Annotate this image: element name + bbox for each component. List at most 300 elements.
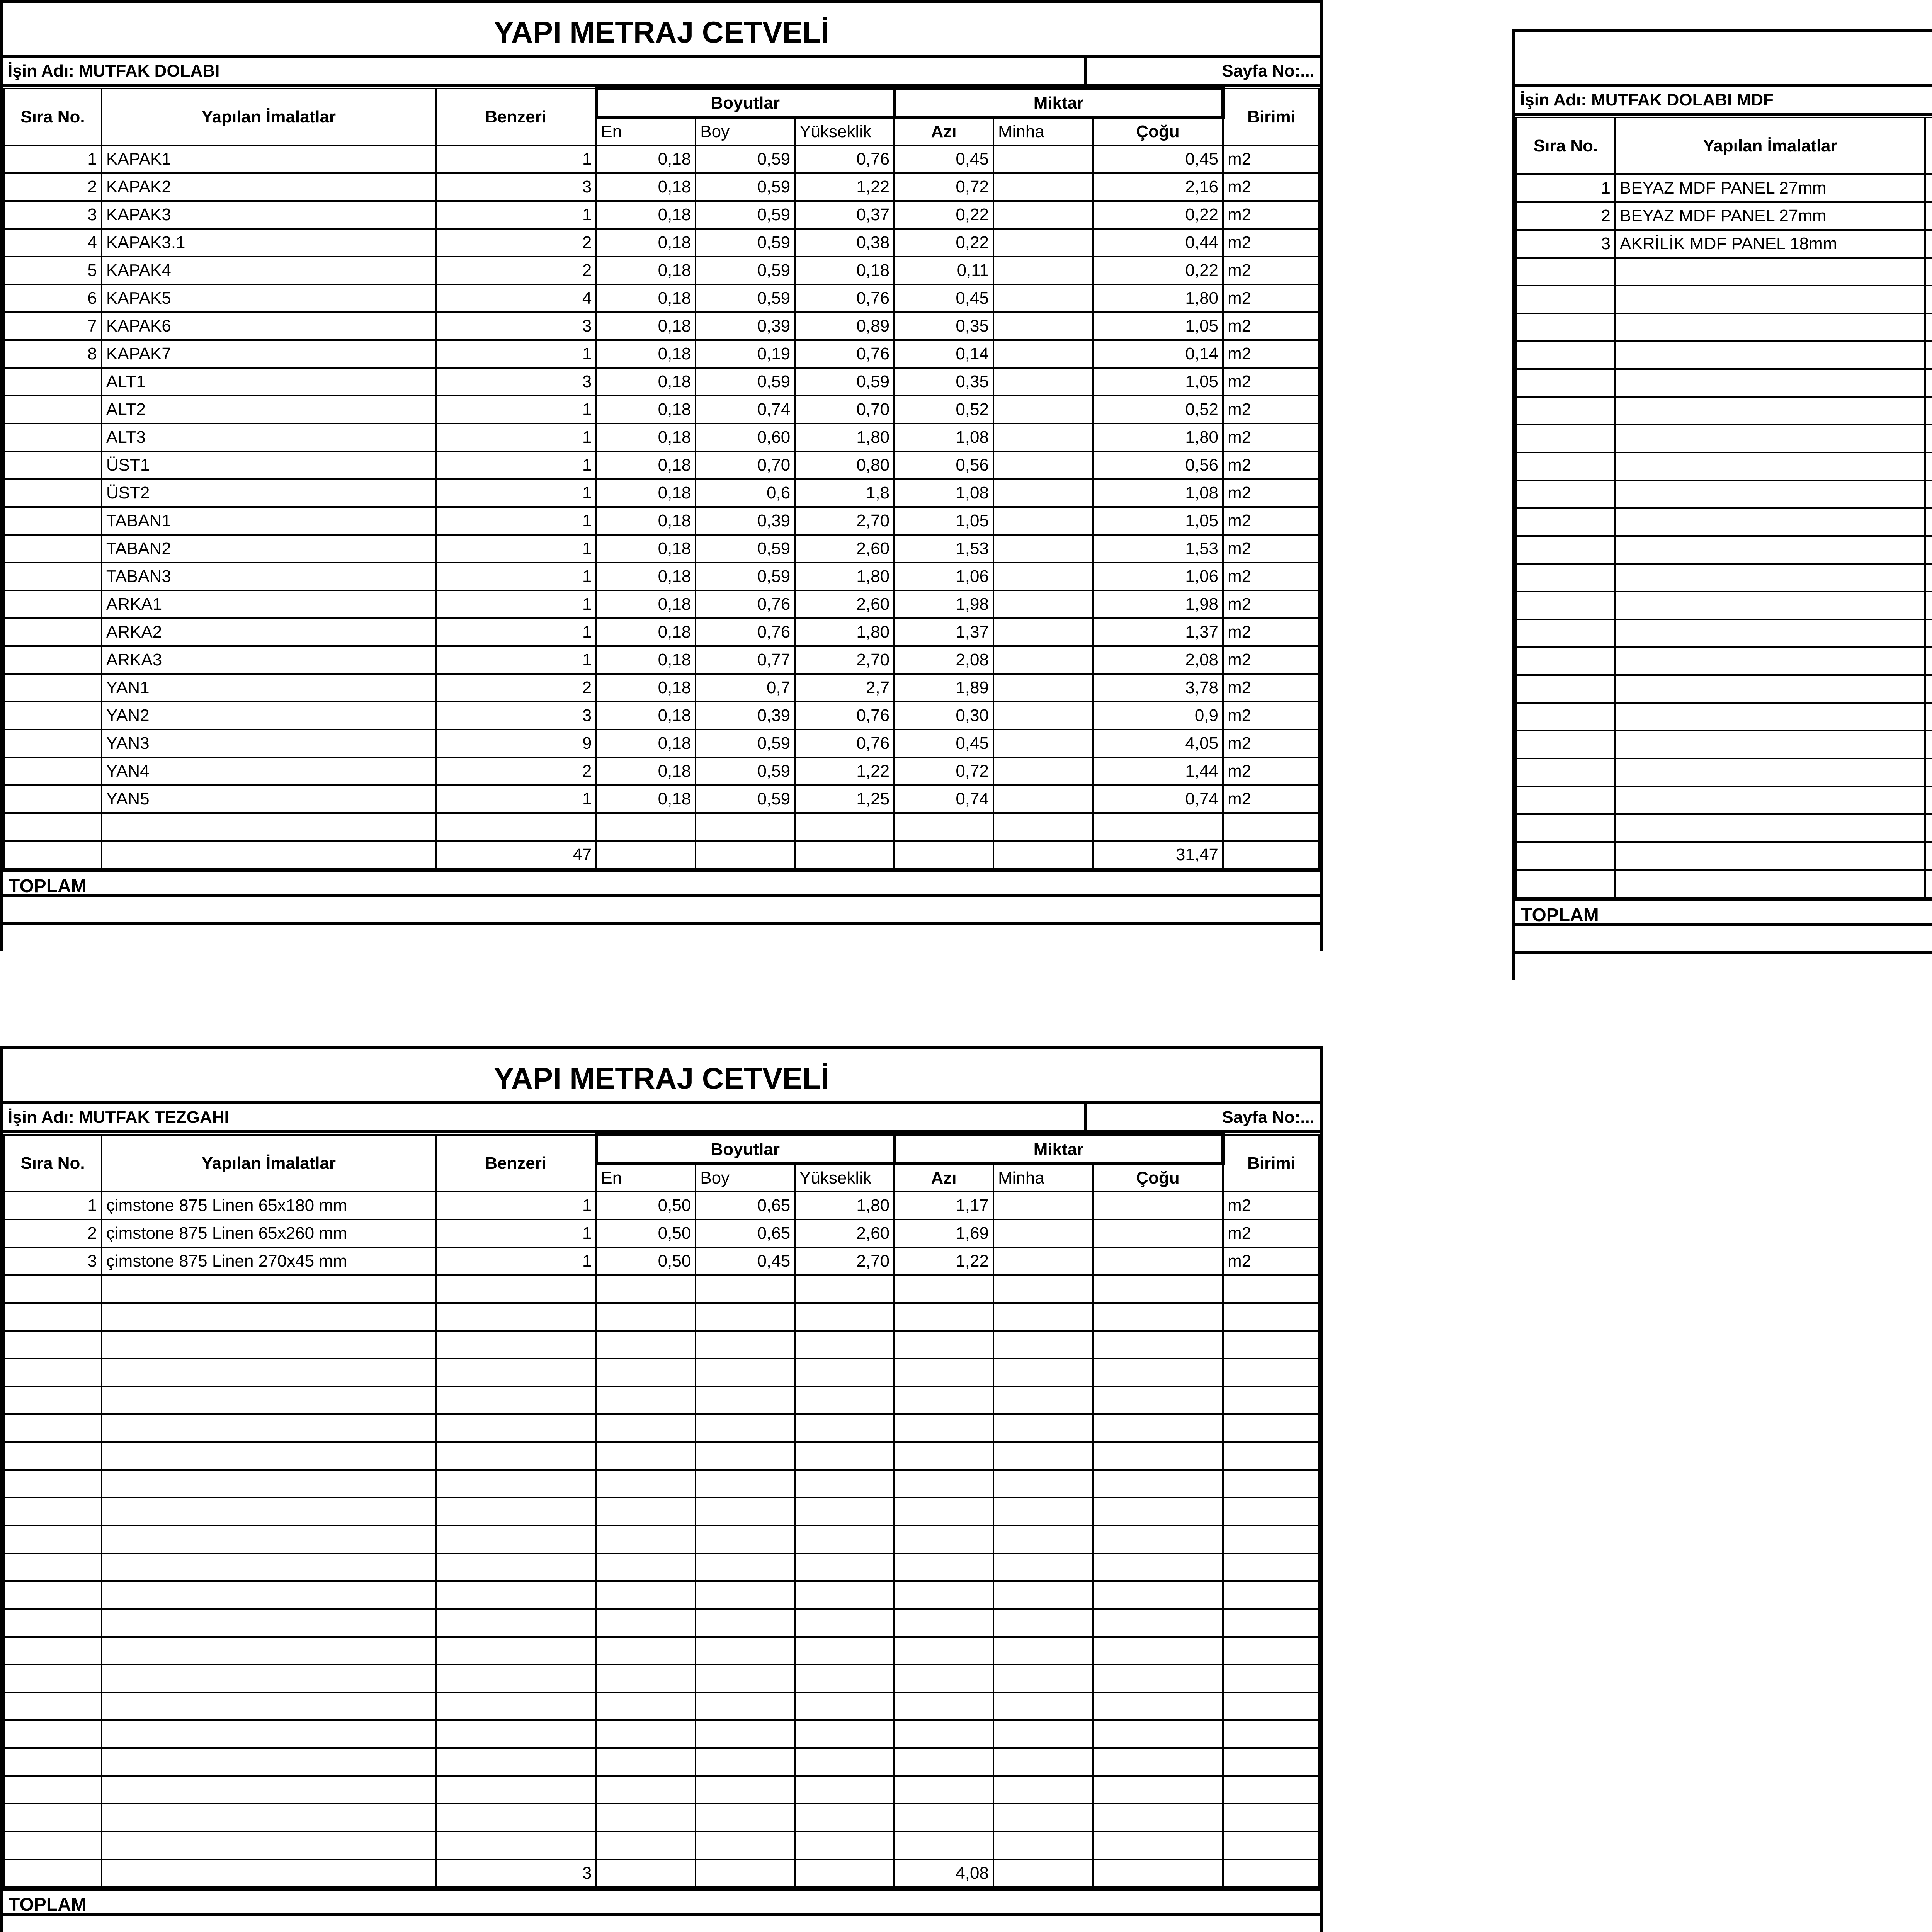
cell-en — [596, 1553, 696, 1581]
cell-yukseklik — [795, 1331, 894, 1359]
cell-cogu — [1093, 1776, 1223, 1804]
cell-benzeri — [436, 1692, 596, 1720]
cell-benzeri: 1 — [436, 1192, 596, 1219]
cell-sira-no — [1516, 786, 1615, 814]
cell-birimi: m2 — [1223, 646, 1319, 674]
cell-benzeri — [1925, 759, 1932, 786]
cell-imalat: çimstone 875 Linen 270x45 mm — [102, 1247, 436, 1275]
cell-sira-no — [1516, 480, 1615, 508]
cell-yukseklik: 0,76 — [795, 702, 894, 730]
cell-imalat — [102, 1275, 436, 1303]
cell-sira-no — [4, 757, 102, 785]
cell-en: 0,18 — [596, 563, 696, 590]
cell-birimi: m2 — [1223, 340, 1319, 368]
cell-cogu — [1093, 1637, 1223, 1665]
cell-azi — [894, 1442, 993, 1470]
cell-yukseklik — [795, 1776, 894, 1804]
sheet-title: YAPI METRAJ CETVELİ — [3, 0, 1320, 58]
table-row — [4, 507, 1319, 535]
cell-benzeri — [1925, 174, 1932, 202]
cell-sira-no — [4, 451, 102, 479]
cell-boy: 0,74 — [696, 396, 795, 423]
cell-boy: 0,59 — [696, 284, 795, 312]
cell-cogu: 1,44 — [1093, 757, 1223, 785]
cell-azi — [894, 1637, 993, 1665]
cell-benzeri — [436, 813, 596, 841]
cell-birimi — [1223, 1748, 1319, 1776]
cell-birimi: m2 — [1223, 423, 1319, 451]
cell-benzeri — [1925, 313, 1932, 341]
cell-yukseklik — [795, 1526, 894, 1553]
cell-sira-no — [4, 423, 102, 451]
cell-imalat: KAPAK2 — [102, 173, 436, 201]
cell-yukseklik — [795, 1442, 894, 1470]
cell-sira-no: 5 — [4, 257, 102, 284]
cell-birimi: m2 — [1223, 368, 1319, 396]
cell-minha — [993, 145, 1093, 173]
cell-yukseklik: 2,60 — [795, 590, 894, 618]
cell-yukseklik: 0,70 — [795, 396, 894, 423]
table-row — [1516, 870, 1932, 898]
cell-cogu — [1093, 1859, 1223, 1887]
cell-minha — [993, 646, 1093, 674]
cell-imalat: KAPAK3 — [102, 201, 436, 229]
cell-en — [596, 1303, 696, 1331]
cell-en: 0,18 — [596, 423, 696, 451]
cell-benzeri — [436, 1748, 596, 1776]
cell-birimi — [1223, 1442, 1319, 1470]
cell-minha — [993, 1776, 1093, 1804]
cell-yukseklik — [795, 1553, 894, 1581]
cell-yukseklik — [795, 1470, 894, 1498]
cell-en — [596, 1386, 696, 1414]
table-row — [4, 1414, 1319, 1442]
cell-imalat — [1615, 592, 1925, 619]
table-row — [4, 257, 1319, 284]
cell-azi — [894, 1359, 993, 1386]
cell-cogu: 1,80 — [1093, 423, 1223, 451]
cell-birimi — [1223, 1275, 1319, 1303]
cell-en — [596, 1275, 696, 1303]
cell-en — [596, 1832, 696, 1859]
cell-imalat: ARKA3 — [102, 646, 436, 674]
table-row — [1516, 759, 1932, 786]
cell-birimi: m2 — [1223, 1247, 1319, 1275]
cell-minha — [993, 702, 1093, 730]
cell-yukseklik — [795, 1386, 894, 1414]
blank-row — [1515, 954, 1932, 980]
cell-boy: 0,39 — [696, 702, 795, 730]
cell-boy — [696, 1498, 795, 1526]
cell-imalat — [102, 1832, 436, 1859]
cell-imalat: ARKA1 — [102, 590, 436, 618]
cell-en — [596, 1720, 696, 1748]
page-number: Sayfa No:... — [1222, 1108, 1315, 1127]
cell-benzeri — [436, 1665, 596, 1692]
table-row — [4, 563, 1319, 590]
cell-birimi: m2 — [1223, 535, 1319, 563]
cell-en: 0,18 — [596, 730, 696, 757]
cell-en — [596, 1581, 696, 1609]
cell-benzeri: 9 — [436, 730, 596, 757]
cell-sira-no — [4, 1581, 102, 1609]
table-row — [4, 479, 1319, 507]
cell-azi: 1,17 — [894, 1192, 993, 1219]
cell-benzeri — [1925, 703, 1932, 731]
cell-sira-no — [4, 1498, 102, 1526]
cell-benzeri — [1925, 564, 1932, 592]
cell-cogu — [1093, 1553, 1223, 1581]
cell-en: 0,18 — [596, 785, 696, 813]
cell-azi: 1,22 — [894, 1247, 993, 1275]
cell-imalat — [102, 1526, 436, 1553]
cell-benzeri: 1 — [436, 507, 596, 535]
cell-boy: 0,59 — [696, 785, 795, 813]
table-row — [1516, 619, 1932, 647]
cell-boy: 0,59 — [696, 173, 795, 201]
cell-sira-no — [4, 1331, 102, 1359]
cell-imalat — [102, 1776, 436, 1804]
cell-yukseklik — [795, 1804, 894, 1832]
cell-yukseklik: 1,22 — [795, 757, 894, 785]
header-sira-no: Sıra No. — [4, 88, 102, 145]
cell-birimi: m2 — [1223, 618, 1319, 646]
cell-cogu — [1093, 1359, 1223, 1386]
sheet-title — [1515, 29, 1932, 87]
blank-row — [3, 897, 1320, 925]
table-row — [4, 368, 1319, 396]
table-row — [1516, 536, 1932, 564]
table-row — [4, 1526, 1319, 1553]
table-row — [4, 1442, 1319, 1470]
cell-benzeri — [1925, 230, 1932, 258]
cell-minha — [993, 590, 1093, 618]
cell-en — [596, 813, 696, 841]
cell-imalat: TABAN3 — [102, 563, 436, 590]
cell-en: 0,18 — [596, 590, 696, 618]
cell-cogu — [1093, 1442, 1223, 1470]
cell-sira-no — [1516, 842, 1615, 870]
cell-cogu: 0,45 — [1093, 145, 1223, 173]
cell-sira-no — [4, 1859, 102, 1887]
cell-benzeri: 1 — [436, 396, 596, 423]
cell-en — [596, 1859, 696, 1887]
table-row — [4, 423, 1319, 451]
cell-imalat — [102, 1414, 436, 1442]
cell-birimi: m2 — [1223, 229, 1319, 257]
cell-boy — [696, 1553, 795, 1581]
cell-sira-no: 3 — [1516, 230, 1615, 258]
blank-row — [1515, 926, 1932, 954]
cell-yukseklik — [795, 1637, 894, 1665]
table-row — [4, 1859, 1319, 1887]
cell-azi: 0,11 — [894, 257, 993, 284]
cell-azi — [894, 1609, 993, 1637]
cell-en — [596, 1331, 696, 1359]
cell-sira-no — [4, 618, 102, 646]
cell-en: 0,50 — [596, 1247, 696, 1275]
cell-azi — [894, 1414, 993, 1442]
cell-benzeri — [436, 1275, 596, 1303]
cell-yukseklik: 1,25 — [795, 785, 894, 813]
cell-boy — [696, 1637, 795, 1665]
cell-benzeri — [1925, 842, 1932, 870]
cell-cogu — [1093, 1470, 1223, 1498]
cell-boy — [696, 1581, 795, 1609]
cell-yukseklik — [795, 1581, 894, 1609]
cell-birimi: m2 — [1223, 1219, 1319, 1247]
cell-imalat — [1615, 508, 1925, 536]
table-row — [4, 1275, 1319, 1303]
cell-yukseklik: 2,70 — [795, 646, 894, 674]
cell-benzeri — [1925, 341, 1932, 369]
cell-sira-no — [4, 1303, 102, 1331]
cell-boy — [696, 1526, 795, 1553]
metraj-table — [1515, 116, 1932, 898]
cell-birimi: m2 — [1223, 785, 1319, 813]
cell-sira-no — [4, 1665, 102, 1692]
cell-imalat — [1615, 675, 1925, 703]
cell-minha — [993, 173, 1093, 201]
cell-cogu: 4,05 — [1093, 730, 1223, 757]
cell-yukseklik: 1,80 — [795, 563, 894, 590]
cell-imalat — [1615, 759, 1925, 786]
cell-benzeri — [1925, 786, 1932, 814]
table-row — [1516, 647, 1932, 675]
cell-birimi: m2 — [1223, 702, 1319, 730]
table-row — [4, 1776, 1319, 1804]
cell-imalat — [102, 1748, 436, 1776]
cell-minha — [993, 257, 1093, 284]
cell-en: 0,50 — [596, 1192, 696, 1219]
header-yapilan-imalatlar: Yapılan İmalatlar — [102, 88, 436, 145]
header-boy: Boy — [696, 117, 795, 145]
cell-sira-no: 3 — [4, 201, 102, 229]
cell-birimi: m2 — [1223, 1192, 1319, 1219]
cell-yukseklik: 2,60 — [795, 1219, 894, 1247]
header-sira-no: Sıra No. — [4, 1135, 102, 1192]
cell-minha — [993, 507, 1093, 535]
cell-imalat — [1615, 452, 1925, 480]
cell-minha — [993, 1553, 1093, 1581]
cell-birimi — [1223, 813, 1319, 841]
cell-benzeri — [436, 1498, 596, 1526]
cell-benzeri — [1925, 258, 1932, 286]
table-row — [4, 1498, 1319, 1526]
cell-birimi: m2 — [1223, 479, 1319, 507]
cell-imalat: YAN4 — [102, 757, 436, 785]
cell-benzeri — [436, 1331, 596, 1359]
cell-imalat — [1615, 536, 1925, 564]
cell-en — [596, 1470, 696, 1498]
cell-sira-no — [1516, 397, 1615, 425]
cell-azi — [894, 1692, 993, 1720]
cell-cogu: 1,05 — [1093, 368, 1223, 396]
cell-minha — [993, 1804, 1093, 1832]
cell-minha — [993, 423, 1093, 451]
cell-birimi: m2 — [1223, 757, 1319, 785]
cell-imalat — [102, 1331, 436, 1359]
cell-en — [596, 1637, 696, 1665]
cell-boy — [696, 1331, 795, 1359]
cell-minha — [993, 1414, 1093, 1442]
table-row — [1516, 341, 1932, 369]
cell-yukseklik: 0,76 — [795, 284, 894, 312]
cell-benzeri — [436, 1359, 596, 1386]
cell-birimi — [1223, 1832, 1319, 1859]
cell-sira-no — [4, 785, 102, 813]
cell-sira-no — [4, 1748, 102, 1776]
cell-azi: 0,35 — [894, 312, 993, 340]
cell-imalat: BEYAZ MDF PANEL 27mm — [1615, 174, 1925, 202]
table-row — [1516, 564, 1932, 592]
cell-benzeri: 2 — [436, 674, 596, 702]
cell-benzeri: 1 — [436, 1247, 596, 1275]
cell-en — [596, 1442, 696, 1470]
table-row — [4, 702, 1319, 730]
cell-boy: 0,59 — [696, 730, 795, 757]
cell-en: 0,18 — [596, 757, 696, 785]
table-row — [4, 1581, 1319, 1609]
cell-minha — [993, 229, 1093, 257]
cell-sira-no — [4, 535, 102, 563]
cell-sira-no — [1516, 286, 1615, 313]
cell-imalat: KAPAK6 — [102, 312, 436, 340]
table-row — [4, 730, 1319, 757]
cell-en: 0,18 — [596, 646, 696, 674]
cell-birimi — [1223, 1331, 1319, 1359]
cell-imalat — [102, 1665, 436, 1692]
cell-birimi — [1223, 1386, 1319, 1414]
cell-sira-no — [1516, 258, 1615, 286]
cell-boy — [696, 1804, 795, 1832]
table-row — [1516, 202, 1932, 230]
cell-benzeri — [436, 1720, 596, 1748]
cell-cogu — [1093, 1720, 1223, 1748]
cell-benzeri — [1925, 480, 1932, 508]
cell-sira-no — [1516, 814, 1615, 842]
table-row — [4, 340, 1319, 368]
cell-sira-no — [4, 730, 102, 757]
header-boyutlar: Boyutlar — [596, 1135, 894, 1164]
table-row — [4, 674, 1319, 702]
cell-yukseklik: 2,70 — [795, 507, 894, 535]
table-row — [4, 173, 1319, 201]
cell-cogu: 31,47 — [1093, 841, 1223, 869]
cell-en: 0,18 — [596, 674, 696, 702]
cell-benzeri: 1 — [436, 1219, 596, 1247]
job-info-row — [3, 1104, 1320, 1133]
cell-en — [596, 1359, 696, 1386]
cell-imalat: ÜST1 — [102, 451, 436, 479]
cell-minha — [993, 757, 1093, 785]
table-row — [1516, 508, 1932, 536]
cell-benzeri — [1925, 619, 1932, 647]
cell-sira-no — [4, 396, 102, 423]
table-row — [4, 396, 1319, 423]
cell-cogu: 1,37 — [1093, 618, 1223, 646]
page-number: Sayfa No:... — [1222, 61, 1315, 80]
cell-minha — [993, 479, 1093, 507]
cell-azi: 0,52 — [894, 396, 993, 423]
cell-en: 0,18 — [596, 201, 696, 229]
cell-azi: 1,06 — [894, 563, 993, 590]
cell-sira-no — [4, 1386, 102, 1414]
cell-imalat: KAPAK5 — [102, 284, 436, 312]
cell-cogu: 0,44 — [1093, 229, 1223, 257]
table-row — [1516, 731, 1932, 759]
header-benzeri: Benzeri — [436, 1135, 596, 1192]
cell-imalat — [1615, 870, 1925, 898]
cell-benzeri — [436, 1804, 596, 1832]
cell-imalat — [102, 1804, 436, 1832]
cell-benzeri: 47 — [436, 841, 596, 869]
cell-yukseklik: 0,18 — [795, 257, 894, 284]
header-azi: Azı — [894, 117, 993, 145]
header-yukseklik: Yükseklik — [795, 1164, 894, 1192]
cell-birimi: m2 — [1223, 730, 1319, 757]
cell-benzeri — [1925, 286, 1932, 313]
cell-birimi: m2 — [1223, 312, 1319, 340]
cell-sira-no — [4, 1720, 102, 1748]
metraj-sheet-mutfak-dolabi — [0, 0, 1323, 951]
cell-benzeri — [1925, 508, 1932, 536]
cell-yukseklik: 0,38 — [795, 229, 894, 257]
table-row — [4, 451, 1319, 479]
cell-yukseklik: 0,80 — [795, 451, 894, 479]
cell-imalat — [102, 1859, 436, 1887]
cell-sira-no — [4, 702, 102, 730]
cell-benzeri: 1 — [436, 201, 596, 229]
toplam-label: TOPLAM — [3, 869, 1320, 897]
cell-sira-no — [1516, 592, 1615, 619]
cell-boy — [696, 1470, 795, 1498]
cell-birimi — [1223, 1776, 1319, 1804]
cell-azi — [894, 1470, 993, 1498]
cell-minha — [993, 1247, 1093, 1275]
cell-benzeri: 4 — [436, 284, 596, 312]
job-name: İşin Adı: MUTFAK DOLABI MDF — [1515, 87, 1932, 113]
cell-minha — [993, 1192, 1093, 1219]
table-row — [4, 785, 1319, 813]
cell-cogu: 0,22 — [1093, 257, 1223, 284]
cell-sira-no — [1516, 536, 1615, 564]
cell-cogu — [1093, 1219, 1223, 1247]
table-row — [4, 312, 1319, 340]
cell-benzeri — [436, 1526, 596, 1553]
cell-imalat — [102, 1498, 436, 1526]
cell-sira-no — [4, 368, 102, 396]
cell-birimi: m2 — [1223, 563, 1319, 590]
cell-birimi — [1223, 1498, 1319, 1526]
table-row — [4, 1609, 1319, 1637]
cell-benzeri — [436, 1470, 596, 1498]
job-name: İşin Adı: MUTFAK DOLABI — [3, 58, 1087, 84]
cell-minha — [993, 1498, 1093, 1526]
cell-cogu — [1093, 1247, 1223, 1275]
cell-cogu: 1,08 — [1093, 479, 1223, 507]
cell-cogu: 3,78 — [1093, 674, 1223, 702]
table-row — [4, 1832, 1319, 1859]
cell-en — [596, 1692, 696, 1720]
cell-imalat — [1615, 786, 1925, 814]
cell-yukseklik — [795, 1275, 894, 1303]
cell-cogu — [1093, 1275, 1223, 1303]
cell-minha — [993, 1331, 1093, 1359]
cell-sira-no: 6 — [4, 284, 102, 312]
header-boyutlar: Boyutlar — [596, 88, 894, 117]
cell-benzeri — [1925, 425, 1932, 452]
